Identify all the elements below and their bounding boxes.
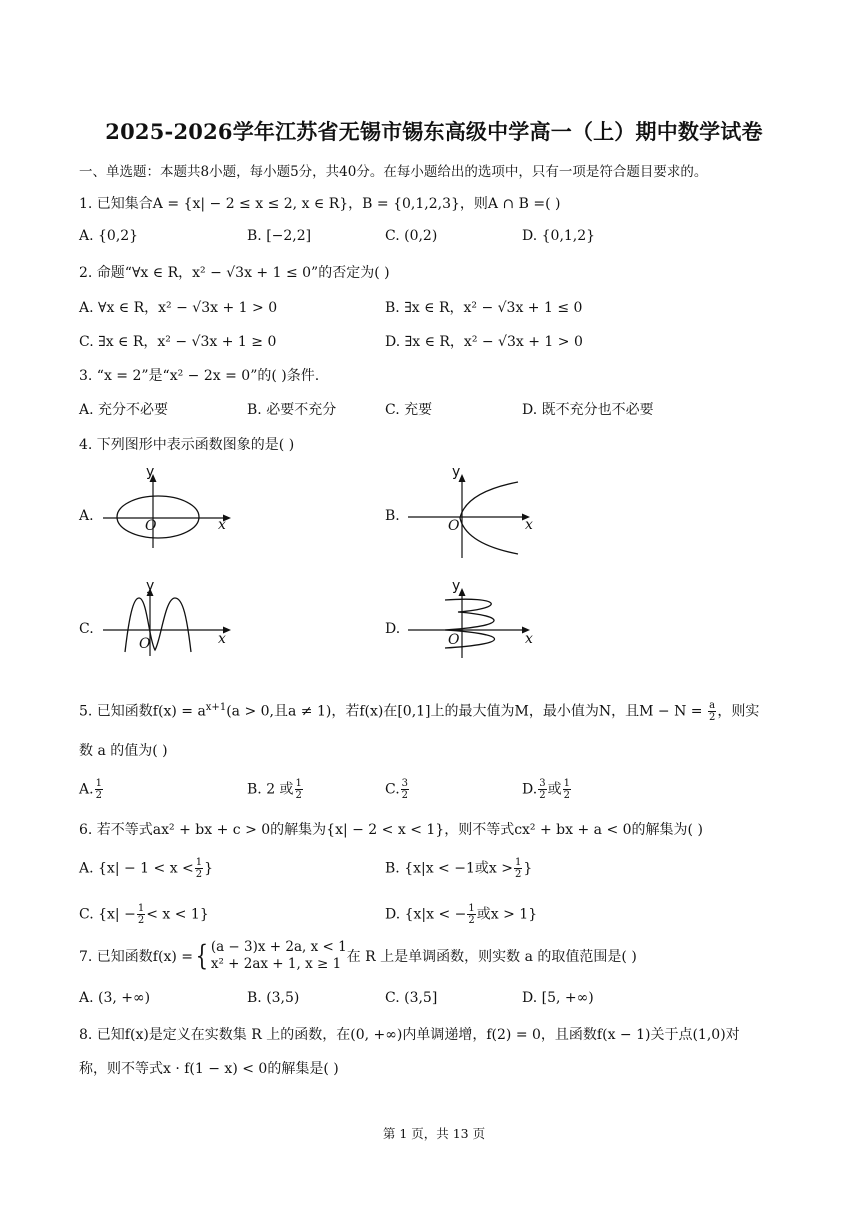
q4-d-y-label: y: [452, 578, 461, 594]
question-1-stem: 1. 已知集合A = {x| − 2 ≤ x ≤ 2, x ∈ R}，B = {0,1,2,3}，则A ∩ B =( ): [79, 196, 561, 212]
q7-option-d: D. [5, +∞): [522, 990, 594, 1006]
question-5-stem-line2: 数 a 的值为( ): [79, 743, 168, 759]
q4-b-origin-label: O: [448, 518, 460, 534]
q4-a-y-label: y: [146, 464, 155, 480]
q4-graph-b-parabola: [400, 462, 545, 560]
q7-option-a: A. (3, +∞): [79, 990, 151, 1006]
q7-option-b: B. (3,5): [247, 990, 300, 1006]
question-8-stem-line1: 8. 已知f(x)是定义在实数集 R 上的函数，在(0, +∞)内单调递增，f(2) = 0，且函数f(x − 1)关于点(1,0)对: [79, 1027, 740, 1043]
q5-option-a: A. $\frac{1}{2}$: [79, 778, 102, 801]
q4-option-c-label: C.: [79, 621, 94, 637]
q1-option-c: C. (0,2): [385, 228, 438, 244]
q4-option-b-label: B.: [385, 508, 400, 524]
q6-option-c: C. {x| − $\frac{1}{2}$ < x < 1}: [79, 903, 209, 926]
question-6-stem: 6. 若不等式ax² + bx + c > 0的解集为{x| − 2 < x < 1}，则不等式cx² + bx + a < 0的解集为( ): [79, 822, 703, 838]
q1-option-a: A. {0,2}: [79, 228, 139, 244]
page-title: 2025-2026学年江苏省无锡市锡东高级中学高一（上）期中数学试卷: [105, 119, 763, 144]
q5-fraction: $\frac{a}{2}$: [708, 700, 716, 723]
q4-a-x-label: x: [218, 517, 226, 533]
section-heading: 一、单选题：本题共8小题，每小题5分，共40分。在每小题给出的选项中，只有一项是符合题目要求的。: [79, 164, 708, 180]
q1-option-d: D. {0,1,2}: [522, 228, 596, 244]
q3-option-b: B. 必要不充分: [247, 402, 337, 418]
q3-option-c: C. 充要: [385, 402, 433, 418]
q4-c-origin-label: O: [139, 636, 151, 652]
q6-option-b: B. {x|x < −1或x > $\frac{1}{2}$ }: [385, 857, 533, 880]
q5-option-d: D. $\frac{3}{2}$ 或 $\frac{1}{2}$: [522, 778, 570, 801]
q3-option-a: A. 充分不必要: [79, 402, 169, 418]
q3-option-d: D. 既不充分也不必要: [522, 402, 654, 418]
page-footer: 第 1 页，共 13 页: [382, 1126, 486, 1141]
q2-option-d: D. ∃x ∈ R，x² − √3x + 1 > 0: [385, 334, 583, 350]
q1-option-b: B. [−2,2]: [247, 228, 312, 244]
q4-graph-a-ellipse: [95, 462, 245, 550]
question-7-stem: 7. 已知函数f(x) ={ (a − 3)x + 2a, x < 1 x² + 2ax + 1, x ≥ 1 在 R 上是单调函数，则实数 a 的取值范围是( ): [79, 939, 637, 972]
question-8-stem-line2: 称，则不等式x · f(1 − x) < 0的解集是( ): [79, 1061, 339, 1077]
q4-d-x-label: x: [525, 631, 533, 647]
q4-d-origin-label: O: [448, 632, 460, 648]
q2-option-b: B. ∃x ∈ R，x² − √3x + 1 ≤ 0: [385, 300, 583, 316]
q4-option-d-label: D.: [385, 621, 401, 637]
question-5-stem: 5. 已知函数$f(x) = a^{x+1}(a > 0$,且a ≠ 1)，若f(x)在[0,1]上的最大值为M，最小值为N，且M − N = $\frac{a}{2}$ ，则实: [79, 700, 760, 723]
q4-c-y-label: y: [146, 578, 155, 594]
q7-option-c: C. (3,5]: [385, 990, 438, 1006]
q4-b-y-label: y: [452, 464, 461, 480]
q6-option-a: A. {x| − 1 < x < $\frac{1}{2}$ }: [79, 857, 214, 880]
question-3-stem: 3. “x = 2”是“x² − 2x = 0”的( )条件.: [79, 368, 320, 384]
q4-b-x-label: x: [525, 517, 533, 533]
q4-a-origin-label: O: [145, 518, 157, 534]
q4-c-x-label: x: [218, 631, 226, 647]
q5-option-c: C. $\frac{3}{2}$: [385, 778, 409, 801]
q2-option-c: C. ∃x ∈ R，x² − √3x + 1 ≥ 0: [79, 334, 277, 350]
q5-option-b: B. 2 或 $\frac{1}{2}$: [247, 778, 302, 801]
question-2-stem: 2. 命题“∀x ∈ R，x² − √3x + 1 ≤ 0”的否定为( ): [79, 265, 390, 281]
q6-option-d: D. {x|x < − $\frac{1}{2}$ 或x > 1}: [385, 903, 538, 926]
question-4-stem: 4. 下列图形中表示函数图象的是( ): [79, 437, 295, 453]
q4-graph-d-curve: [400, 578, 545, 660]
q4-option-a-label: A.: [79, 508, 94, 524]
q2-option-a: A. ∀x ∈ R，x² − √3x + 1 > 0: [79, 300, 278, 316]
